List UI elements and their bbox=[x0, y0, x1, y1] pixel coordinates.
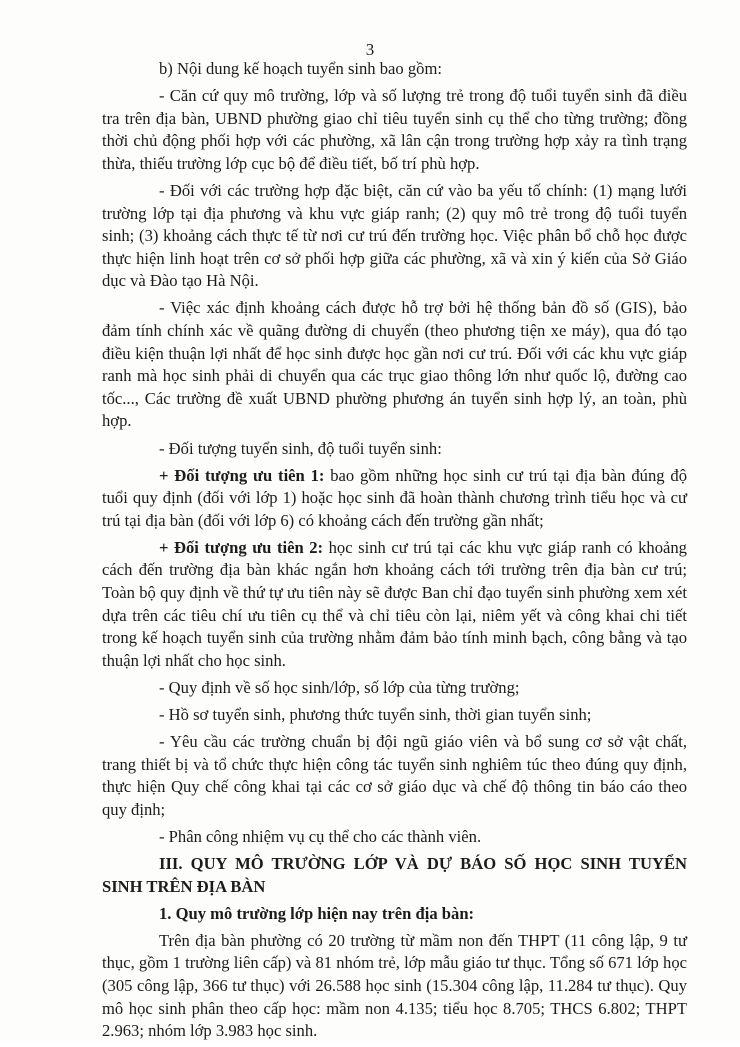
priority-1-paragraph bbox=[102, 465, 687, 533]
paragraph-1: - Căn cứ quy mô trường, lớp và số lượng trẻ trong độ tuổi tuyển sinh đã điều tra trên địa bàn, UBND phường giao chỉ tiêu tuyển sinh cụ thể cho từng trường; đồng thời chủ động phối hợp với các phường, xã lân cận trong trường hợp xảy ra tình trạng thừa, thiếu trường lớp cục bộ để điều tiết, bố trí phù hợp. bbox=[102, 86, 687, 173]
subsection-1-heading: 1. Quy mô trường lớp hiện nay trên địa bàn: bbox=[159, 903, 475, 923]
paragraph-8: - Hồ sơ tuyển sinh, phương thức tuyển sinh, thời gian tuyển sinh; bbox=[159, 705, 592, 725]
priority-2-label: + Đối tượng ưu tiên 2: bbox=[159, 537, 324, 557]
paragraph-3: - Việc xác định khoảng cách được hỗ trợ bởi hệ thống bản đồ số (GIS), bảo đảm tính chính xác về quãng đường di chuyển (theo phương tiện xe máy), qua đó tạo điều kiện thuận lợi nhất để học sinh được học gần nơi cư trú. Đối với các khu vực giáp ranh mà học sinh phải di chuyển qua các trục giao thông lớn như quốc lộ, đường cao tốc..., Các trường đề xuất UBND phường phương án tuyển sinh hợp lý, an toàn, phù hợp. bbox=[102, 298, 687, 431]
paragraph-9: - Yêu cầu các trường chuẩn bị đội ngũ giáo viên và bổ sung cơ sở vật chất, trang thiết bị và tổ chức thực hiện công tác tuyển sinh nghiêm túc theo đúng quy định, thực hiện Quy chế công khai tại các cơ sở giáo dục và chế độ thông tin báo cáo theo quy định; bbox=[102, 732, 687, 819]
page-number: 3 bbox=[365, 40, 375, 59]
paragraph-10: - Phân công nhiệm vụ cụ thể cho các thành viên. bbox=[159, 827, 482, 846]
paragraph-4: - Đối tượng tuyển sinh, độ tuổi tuyển sinh: bbox=[159, 438, 442, 458]
priority-2-paragraph bbox=[102, 537, 687, 673]
section-3-heading: III. QUY MÔ TRƯỜNG LỚP VÀ DỰ BÁO SỐ HỌC SINH TUYỂN SINH TRÊN ĐỊA BÀN bbox=[102, 854, 687, 896]
paragraph-7: - Quy định về số học sinh/lớp, số lớp của từng trường; bbox=[159, 677, 520, 697]
document-body bbox=[102, 58, 687, 1047]
paragraph-11: Trên địa bàn phường có 20 trường từ mầm non đến THPT (11 công lập, 9 tư thục, gồm 1 trường liên cấp) và 81 nhóm trẻ, lớp mẫu giáo tư thục. Tổng số 671 lớp học (305 công lập, 366 tư thục) với 26.588 học sinh (15.304 công lập, 11.284 tư thục). Quy mô học sinh phân theo cấp học: mầm non 4.135; tiểu học 8.705; THCS 6.802; THPT 2.963; nhóm lớp 3.983 học sinh. bbox=[102, 930, 687, 1041]
priority-1-label: + Đối tượng ưu tiên 1: bbox=[159, 465, 325, 485]
priority-1-text: bao gồm những học sinh cư trú tại địa bàn đúng độ tuổi quy định (đối với lớp 1) hoặc học sinh đã hoàn thành chương trình tiểu học và cư trú tại địa bàn (đối với lớp 6) có khoảng cách đến trường gần nhất; bbox=[102, 465, 687, 530]
section-b-heading: b) Nội dung kế hoạch tuyển sinh bao gồm: bbox=[159, 59, 442, 78]
priority-2-text: học sinh cư trú tại các khu vực giáp ranh có khoảng cách đến trường địa bàn khác ngắn hơn khoảng cách tới trường trên địa bàn cư trú; Toàn bộ quy định về thứ tự ưu tiên này sẽ được Ban chỉ đạo tuyển sinh phường xem xét dựa trên các tiêu chí ưu tiên cụ thể và chỉ tiêu còn lại, niêm yết và công khai chi tiết trong kế hoạch tuyển sinh của trường nhằm đảm bảo tính minh bạch, công bằng và tạo thuận lợi nhất cho học sinh. bbox=[102, 537, 687, 670]
paragraph-2: - Đối với các trường hợp đặc biệt, căn cứ vào ba yếu tố chính: (1) mạng lưới trường lớp tại địa phương và khu vực giáp ranh; (2) quy mô trẻ trong độ tuổi tuyển sinh; (3) khoảng cách thực tế từ nơi cư trú đến trường học. Việc phân bổ chỗ học được thực hiện linh hoạt trên cơ sở phối hợp giữa các phường, xã và xin ý kiến của Sở Giáo dục và Đào tạo Hà Nội. bbox=[102, 180, 687, 291]
